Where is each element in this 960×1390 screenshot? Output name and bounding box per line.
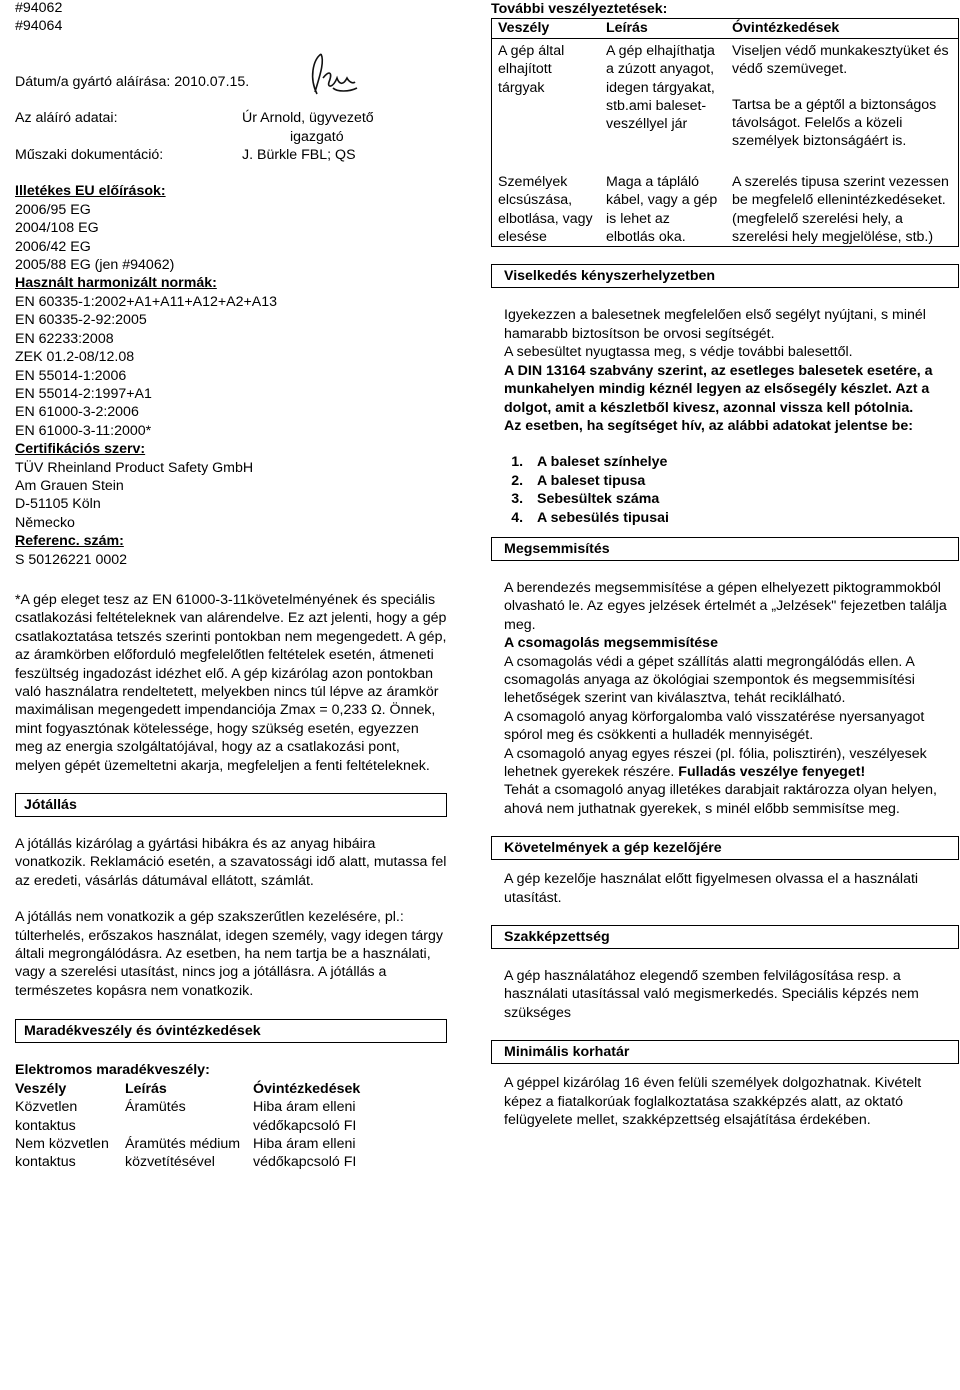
further-risks-title: További veszélyeztetések:	[491, 1, 668, 17]
min-age-text: A géppel kizárólag 16 éven felüli személyek dolgozhatnak. Kivételt képez a fiatalkorúak foglalkoztatása szakképzés alatt, az oktató felügyelete mellet, szakképzettség elsajátítása érdekében.	[504, 1075, 922, 1129]
warranty-header: Jótállás	[15, 793, 447, 817]
signer-row-2	[15, 128, 447, 146]
disposal-text	[504, 745, 959, 782]
electrical-risk-title: Elektromos maradékveszély:	[15, 1062, 210, 1079]
norm-item: EN 55014-2:1997+A1	[15, 385, 152, 402]
column-header: Óvintézkedések	[732, 20, 840, 37]
cert-line: Německo	[15, 514, 75, 531]
signer-row	[15, 109, 447, 127]
ref-line: #94062	[15, 0, 63, 16]
list-item: 4. A sebesülés tipusai	[527, 509, 959, 527]
table-cell: Közvetlen kontaktus	[15, 1099, 78, 1134]
table-cell: Nem közvetlen kontaktus	[15, 1135, 109, 1171]
min-age-header: Minimális korhatár	[491, 1040, 959, 1064]
signer-value-2: igazgató	[290, 128, 344, 145]
suffocation-warning: Fulladás veszélye fenyeget!	[678, 764, 866, 780]
list-item: 3. Sebesültek száma	[527, 490, 959, 508]
norm-item: EN 62233:2008	[15, 330, 114, 347]
norm-item: EN 55014-1:2006	[15, 367, 127, 384]
table-row	[492, 38, 959, 151]
cert-line: TÜV Rheinland Product Safety GmbH	[15, 459, 254, 476]
norms-title: Használt harmonizált normák:	[15, 275, 217, 292]
list-item: 1. A baleset színhelye	[527, 453, 959, 471]
report-list	[491, 453, 959, 527]
reg-item: 2006/95 EG	[15, 201, 91, 218]
norm-item: EN 60335-1:2002+A1+A11+A12+A2+A13	[15, 293, 278, 310]
table-row	[492, 151, 959, 247]
column-header: Leírás	[606, 20, 648, 37]
disposal-text: A berendezés megsemmisítése a gépen elhelyezett piktogrammokból olvasható le. Az egyes jelzések értelmét a „Jelzések" fejezetben találja meg.	[504, 579, 947, 633]
precaution-text: Viseljen védő munkakesztyüket és védő szemüveget.	[732, 42, 949, 78]
warranty-text-1: A jótállás kizárólag a gyártási hibákra és az anyag hibáira vonatkozik. Reklamáció esetén, a szavatossági idő alatt, mutassa fel az eredeti, vásárlás dátumával ellátott, számlát.	[15, 836, 447, 889]
right-column	[491, 0, 959, 1129]
reg-item: 2004/108 EG	[15, 220, 99, 237]
column-header: Veszély	[15, 1080, 67, 1097]
table-header-row	[15, 1080, 425, 1098]
list-item: 2. A baleset tipusa	[527, 472, 959, 490]
table-cell: Hiba áram elleni védőkapcsoló FI	[253, 1099, 357, 1134]
packaging-disposal-title: A csomagolás megsemmisítése	[504, 635, 718, 652]
precaution-text: Tartsa be a géptől a biztonságos távolságot. Felelős a közeli személyek biztonságáért is.	[732, 96, 937, 150]
emergency-text: A sebesültet nyugtassa meg, s védje további balesettől.	[504, 344, 853, 361]
signature-image	[303, 48, 363, 100]
reg-item: 2005/88 EG (jen #94062)	[15, 257, 175, 274]
left-column	[15, 0, 447, 1172]
cert-line: D-51105 Köln	[15, 496, 101, 513]
cert-line: Am Grauen Stein	[15, 477, 124, 494]
residual-risk-header: Maradékveszély és óvintézkedések	[15, 1019, 447, 1043]
table-row	[15, 1135, 425, 1172]
table-cell: A gép elhajíthatja a zúzott anyagot, idegen tárgyakat, stb.ami baleset-veszéllyel jár	[606, 42, 715, 133]
table-header-row	[492, 19, 959, 38]
emergency-text-bold: Az esetben, ha segítséget hív, az alábbi adatokat jelentse be:	[504, 417, 913, 434]
disposal-text: Tehát a csomagoló anyag illetékes darabjait raktározza olyan helyen, ahová nem juthatnak gyerekek, s minél előbb semmisítse meg.	[504, 782, 937, 817]
signer-label: Az aláíró adatai:	[15, 110, 118, 127]
tech-doc-value: J. Bürkle FBL; QS	[242, 147, 356, 164]
table-cell: Maga a tápláló kábel, vagy a gép is lehet az elbotlás oka.	[606, 173, 718, 246]
compliance-note: *A gép eleget tesz az EN 61000-3-11követelményének és speciális csatlakozási feltételeknek van alárendelve. Ez azt jelenti, hogy a gép csatlakoztatása tetszés szerinti pontokban nem megengedett. A gép, az áramkörben előforduló megfelelőtlen feltételek esetén, átmeneti feszültség ingadozást idézhet elő. A gép kizárólag azon pontokban való használatra rendeltetett, melyekben nincs túl lépve az áramkör maximálisan megengedett impendanciója Zmax = 0,233 Ω. Önnek, mint fogyasztónak kötelessége, hogy szükség esetén, egyezzen meg az energia szolgáltatójával, hogy az a csatlakozási pont, melyen gépét üzemeltetni akarja, megfeleljen a fenti feltételeknek.	[15, 591, 447, 774]
qualification-text: A gép használatához elegendő szemben felvilágosítása resp. a használati utasítással való megismerkedés. Speciális képzés nem szükséges	[504, 968, 919, 1021]
date-signature-line: Dátum/a gyártó aláírása: 2010.07.15.	[15, 73, 250, 90]
disposal-body	[491, 579, 959, 818]
signer-value: Úr Arnold, ügyvezető	[242, 110, 374, 127]
warranty-text-2: A jótállás nem vonatkozik a gép szakszerűtlen kezelésére, pl.: túlterhelés, erőszakos használat, idegen személy, vagy idegen tárgy általi megrongálódásra. Az esetben, ha nem tartja be a használati, vagy a szerelési utasítást, nincs jog a jótállásra. A jótállás a természetes kopásra nem vonatkozik.	[15, 909, 443, 999]
operator-header: Követelmények a gép kezelőjére	[491, 836, 959, 860]
table-cell: Áramütés médium közvetítésével	[125, 1135, 241, 1171]
reg-item: 2006/42 EG	[15, 238, 91, 255]
norm-item: EN 61000-3-11:2000*	[15, 422, 152, 439]
regs-title: Illetékes EU előírások:	[15, 183, 166, 200]
table-cell	[726, 38, 959, 151]
column-header: Leírás	[125, 1080, 167, 1097]
disposal-text: A csomagolás védi a gépet szállítás alatti megrongálódás ellen. A csomagolás anyaga az ökológiai szempontok és megsemmisítési lehetőségek szerint van kiválasztva, tehát reciklálható.	[504, 653, 915, 707]
cert-title: Certifikációs szerv:	[15, 441, 146, 458]
disposal-text: A csomagoló anyag körforgalomba való visszatérése nyersanyagot spórol meg és csökkenti a hulladék mennyiségét.	[504, 708, 925, 744]
emergency-header: Viselkedés kényszerhelyzetben	[491, 264, 959, 288]
emergency-body	[491, 306, 959, 435]
qualification-header: Szakképzettség	[491, 925, 959, 949]
column-header: Óvintézkedések	[253, 1080, 361, 1097]
operator-text: A gép kezelője használat előtt figyelmesen olvassa el a használati utasítást.	[504, 871, 919, 906]
table-row	[15, 1098, 425, 1135]
table-cell: A gép által elhajított tárgyak	[498, 42, 565, 96]
ref-number-title: Referenc. szám:	[15, 533, 124, 550]
norm-item: EN 61000-3-2:2006	[15, 404, 139, 421]
ref-line: #94064	[15, 18, 63, 35]
disposal-header: Megsemmisítés	[491, 537, 959, 561]
emergency-text-bold: A DIN 13164 szabvány szerint, az esetleges balesetek esetére, a munkahelyen mindig kéznél legyen az elsősegély készlet. Azt a dolgot, amit a készletből kivesz, azonnal vissza kell pótolnia.	[504, 362, 933, 416]
tech-doc-label: Műszaki dokumentáció:	[15, 147, 164, 164]
column-header: Veszély	[498, 20, 550, 37]
norm-item: EN 60335-2-92:2005	[15, 312, 147, 329]
tech-doc-row	[15, 146, 447, 164]
table-cell: Áramütés	[125, 1099, 186, 1116]
table-cell: A szerelés tipusa szerint vezessen be megfelelő ellenintézkedéseket. (megfelelő szerelési hely, a szerelési hely megjelölése, stb.)	[732, 173, 949, 246]
table-cell: Személyek elcsúszása, elbotlása, vagy elesése	[498, 173, 593, 246]
ref-number: S 50126221 0002	[15, 551, 128, 568]
norm-item: ZEK 01.2-08/12.08	[15, 349, 135, 366]
table-cell: Hiba áram elleni védőkapcsoló FI	[253, 1135, 357, 1171]
further-risks-table	[491, 18, 959, 247]
electrical-risk-table	[15, 1080, 425, 1172]
disposal-text-part: A csomagoló anyag egyes részei (pl. fólia, polisztirén), veszélyesek lehetnek gyerekek részére.	[504, 745, 927, 780]
emergency-text: Igyekezzen a balesetnek megfelelően első segélyt nyújtani, s minél hamarabb biztosítson be orvosi segítségét.	[504, 307, 926, 342]
